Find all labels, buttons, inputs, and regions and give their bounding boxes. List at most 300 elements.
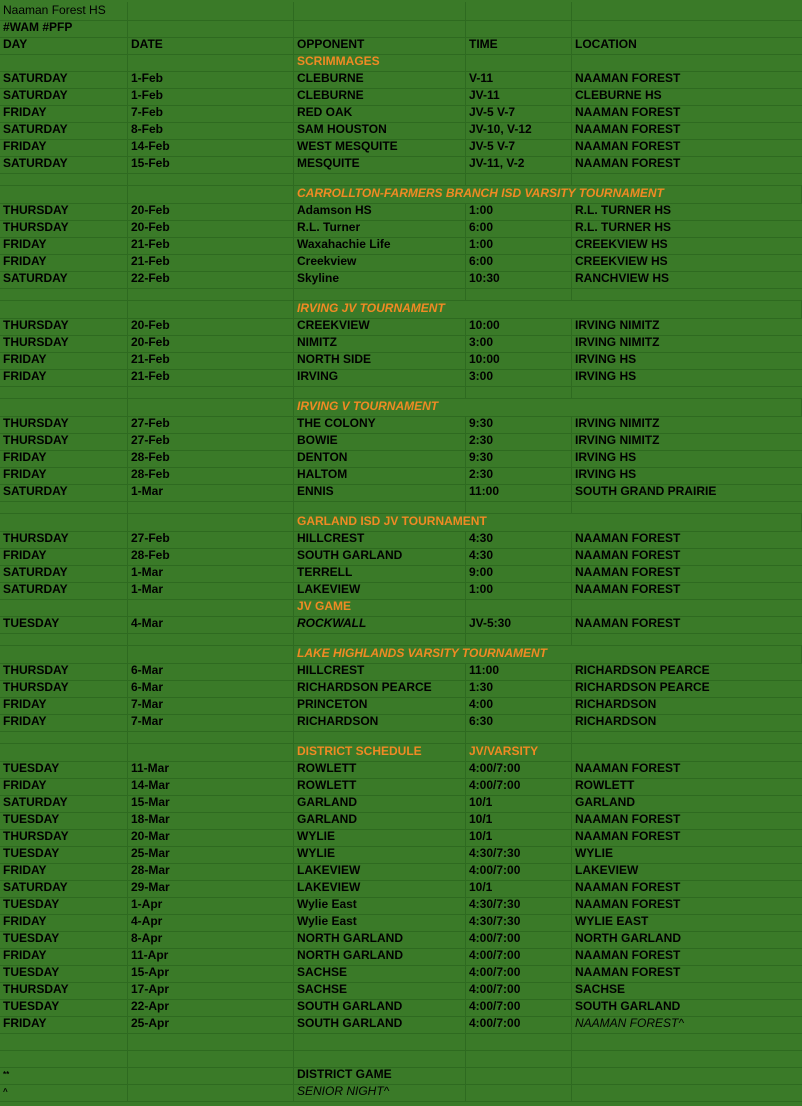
cell-date[interactable]: 4-Apr <box>128 915 294 931</box>
cell-location[interactable]: NAAMAN FOREST <box>575 72 681 85</box>
cell-opponent[interactable]: HILLCREST <box>294 664 466 680</box>
cell-day[interactable] <box>0 732 128 743</box>
cell-opponent[interactable]: Creekview <box>294 255 466 271</box>
cell-date[interactable] <box>128 399 294 416</box>
cell-opponent[interactable] <box>294 1051 466 1067</box>
cell-location[interactable]: NAAMAN FOREST <box>575 898 681 911</box>
cell-date[interactable]: 29-Mar <box>128 881 294 897</box>
cell-date[interactable]: 20-Feb <box>128 319 294 335</box>
cell-day[interactable] <box>0 634 128 645</box>
cell-day[interactable]: TUESDAY <box>0 898 128 914</box>
cell-location[interactable] <box>572 1034 802 1050</box>
cell-day[interactable]: FRIDAY <box>0 715 128 731</box>
cell-date[interactable] <box>128 646 294 663</box>
cell-day[interactable]: TUESDAY <box>0 813 128 829</box>
cell-day[interactable]: SATURDAY <box>0 89 128 105</box>
cell-date[interactable]: 7-Feb <box>128 106 294 122</box>
cell-day[interactable]: Naaman Forest HS <box>0 2 128 20</box>
cell-date[interactable]: 27-Feb <box>128 532 294 548</box>
cell-location[interactable]: GARLAND <box>575 796 635 809</box>
cell-opponent[interactable]: ENNIS <box>294 485 466 501</box>
cell-time[interactable]: 4:00/7:00 <box>466 983 572 999</box>
cell-day[interactable]: THURSDAY <box>0 983 128 999</box>
cell-time[interactable] <box>466 634 572 645</box>
cell-time[interactable]: 4:30 <box>466 549 572 565</box>
cell-time[interactable]: 4:30/7:30 <box>466 847 572 863</box>
cell-date[interactable]: 4-Mar <box>128 617 294 633</box>
cell-date[interactable]: 11-Mar <box>128 762 294 778</box>
cell-opponent[interactable]: SOUTH GARLAND <box>294 1017 466 1033</box>
cell-date[interactable]: 20-Feb <box>128 221 294 237</box>
cell-day[interactable]: FRIDAY <box>0 451 128 467</box>
cell-date[interactable]: 8-Apr <box>128 932 294 948</box>
cell-day[interactable]: THURSDAY <box>0 204 128 220</box>
cell-day[interactable]: ** <box>0 1068 128 1084</box>
cell-time[interactable]: 4:30/7:30 <box>466 915 572 931</box>
cell-day[interactable]: FRIDAY <box>0 864 128 880</box>
cell-day[interactable] <box>0 600 128 616</box>
cell-date[interactable]: 27-Feb <box>128 417 294 433</box>
cell-opponent[interactable]: MESQUITE <box>294 157 466 173</box>
cell-day[interactable] <box>0 1051 128 1067</box>
cell-time[interactable] <box>466 600 572 616</box>
cell-time[interactable]: 4:30 <box>466 532 572 548</box>
cell-day[interactable]: DAY <box>0 38 128 54</box>
cell-location[interactable]: NAAMAN FOREST <box>575 949 681 962</box>
cell-day[interactable]: SATURDAY <box>0 123 128 139</box>
cell-date[interactable]: 25-Mar <box>128 847 294 863</box>
cell-opponent[interactable]: HILLCREST <box>294 532 466 548</box>
cell-time[interactable]: 1:00 <box>466 204 572 220</box>
cell-location[interactable] <box>572 634 802 645</box>
cell-opponent[interactable]: TERRELL <box>294 566 466 582</box>
cell-day[interactable]: FRIDAY <box>0 238 128 254</box>
cell-opponent[interactable]: IRVING <box>294 370 466 386</box>
cell-time[interactable] <box>466 1051 572 1067</box>
cell-location[interactable]: NAAMAN FOREST^ <box>575 1017 684 1030</box>
cell-location[interactable]: CLEBURNE HS <box>575 89 662 102</box>
cell-date[interactable] <box>128 1034 294 1050</box>
cell-location[interactable] <box>572 600 802 616</box>
cell-location[interactable]: IRVING HS <box>575 370 637 383</box>
cell-day[interactable] <box>0 55 128 71</box>
cell-time[interactable]: 9:30 <box>466 417 572 433</box>
cell-date[interactable]: 15-Apr <box>128 966 294 982</box>
cell-time[interactable]: TIME <box>466 38 572 54</box>
cell-day[interactable]: THURSDAY <box>0 417 128 433</box>
cell-date[interactable]: 6-Mar <box>128 681 294 697</box>
cell-opponent[interactable]: NIMITZ <box>294 336 466 352</box>
cell-opponent[interactable]: SCRIMMAGES <box>294 55 466 71</box>
cell-date[interactable]: 1-Mar <box>128 566 294 582</box>
cell-day[interactable] <box>0 387 128 398</box>
cell-opponent[interactable]: CARROLLTON-FARMERS BRANCH ISD VARSITY TOURNAMENT <box>294 186 802 203</box>
cell-opponent[interactable]: NORTH GARLAND <box>294 932 466 948</box>
cell-location[interactable]: IRVING HS <box>575 353 637 366</box>
cell-location[interactable]: NORTH GARLAND <box>575 932 681 945</box>
cell-time[interactable] <box>466 1068 572 1084</box>
cell-day[interactable]: TUESDAY <box>0 617 128 633</box>
cell-date[interactable]: 15-Feb <box>128 157 294 173</box>
cell-time[interactable] <box>466 174 572 185</box>
cell-location[interactable]: NAAMAN FOREST <box>575 532 681 545</box>
cell-location[interactable]: RICHARDSON PEARCE <box>575 681 710 694</box>
cell-opponent[interactable]: SACHSE <box>294 983 466 999</box>
cell-location[interactable]: NAAMAN FOREST <box>575 813 681 826</box>
cell-day[interactable]: FRIDAY <box>0 549 128 565</box>
cell-date[interactable] <box>128 55 294 71</box>
cell-location[interactable] <box>572 289 802 300</box>
cell-date[interactable]: 1-Feb <box>128 89 294 105</box>
cell-date[interactable]: 22-Apr <box>128 1000 294 1016</box>
cell-location[interactable] <box>572 2 802 20</box>
cell-time[interactable]: JV-5:30 <box>466 617 572 633</box>
cell-location[interactable]: SACHSE <box>575 983 626 996</box>
cell-opponent[interactable] <box>294 174 466 185</box>
cell-day[interactable]: THURSDAY <box>0 532 128 548</box>
cell-opponent[interactable]: LAKEVIEW <box>294 583 466 599</box>
cell-day[interactable]: THURSDAY <box>0 681 128 697</box>
cell-location[interactable]: NAAMAN FOREST <box>575 549 681 562</box>
cell-date[interactable]: 20-Mar <box>128 830 294 846</box>
cell-date[interactable]: 22-Feb <box>128 272 294 288</box>
cell-opponent[interactable]: WEST MESQUITE <box>294 140 466 156</box>
cell-location[interactable]: R.L. TURNER HS <box>575 221 671 234</box>
cell-time[interactable]: 10:00 <box>466 353 572 369</box>
cell-location[interactable]: NAAMAN FOREST <box>575 583 681 596</box>
cell-opponent[interactable]: OPPONENT <box>294 38 466 54</box>
cell-time[interactable]: JV-10, V-12 <box>466 123 572 139</box>
cell-time[interactable]: 4:00/7:00 <box>466 864 572 880</box>
cell-date[interactable]: 14-Mar <box>128 779 294 795</box>
cell-time[interactable]: 4:00 <box>466 698 572 714</box>
cell-time[interactable]: JV-5 V-7 <box>466 106 572 122</box>
cell-date[interactable]: 11-Apr <box>128 949 294 965</box>
cell-date[interactable]: 1-Mar <box>128 485 294 501</box>
cell-day[interactable]: SATURDAY <box>0 796 128 812</box>
cell-opponent[interactable] <box>294 502 466 513</box>
cell-day[interactable]: TUESDAY <box>0 1000 128 1016</box>
cell-location[interactable] <box>572 502 802 513</box>
cell-day[interactable]: ^ <box>0 1085 128 1101</box>
cell-time[interactable]: 4:00/7:00 <box>466 1017 572 1033</box>
cell-date[interactable]: 20-Feb <box>128 336 294 352</box>
cell-date[interactable] <box>128 600 294 616</box>
cell-location[interactable]: WYLIE EAST <box>575 915 649 928</box>
cell-location[interactable] <box>572 732 802 743</box>
cell-day[interactable]: SATURDAY <box>0 72 128 88</box>
cell-location[interactable]: RICHARDSON <box>575 715 657 728</box>
cell-day[interactable] <box>0 646 128 663</box>
cell-date[interactable] <box>128 732 294 743</box>
cell-date[interactable]: 1-Apr <box>128 898 294 914</box>
cell-time[interactable]: 4:00/7:00 <box>466 949 572 965</box>
cell-time[interactable]: 11:00 <box>466 664 572 680</box>
cell-day[interactable]: THURSDAY <box>0 336 128 352</box>
cell-location[interactable]: NAAMAN FOREST <box>575 566 681 579</box>
cell-date[interactable] <box>128 514 294 531</box>
cell-location[interactable]: NAAMAN FOREST <box>575 830 681 843</box>
cell-date[interactable]: 15-Mar <box>128 796 294 812</box>
cell-day[interactable]: TUESDAY <box>0 932 128 948</box>
cell-opponent[interactable]: NORTH GARLAND <box>294 949 466 965</box>
cell-day[interactable] <box>0 174 128 185</box>
cell-location[interactable]: NAAMAN FOREST <box>575 617 681 630</box>
cell-opponent[interactable]: IRVING JV TOURNAMENT <box>294 301 802 318</box>
cell-date[interactable] <box>128 186 294 203</box>
cell-date[interactable] <box>128 634 294 645</box>
cell-time[interactable]: JV-11, V-2 <box>466 157 572 173</box>
cell-location[interactable]: CREEKVIEW HS <box>575 255 668 268</box>
cell-location[interactable]: NAAMAN FOREST <box>575 966 681 979</box>
cell-date[interactable]: 17-Apr <box>128 983 294 999</box>
cell-day[interactable] <box>0 399 128 416</box>
cell-day[interactable]: FRIDAY <box>0 140 128 156</box>
cell-opponent[interactable]: WYLIE <box>294 830 466 846</box>
cell-location[interactable] <box>572 55 802 71</box>
cell-time[interactable]: 10/1 <box>466 796 572 812</box>
cell-day[interactable] <box>0 1034 128 1050</box>
cell-opponent[interactable]: HALTOM <box>294 468 466 484</box>
cell-day[interactable]: FRIDAY <box>0 949 128 965</box>
cell-day[interactable] <box>0 514 128 531</box>
cell-location[interactable] <box>572 387 802 398</box>
cell-date[interactable]: 18-Mar <box>128 813 294 829</box>
cell-time[interactable] <box>466 387 572 398</box>
cell-location[interactable]: RICHARDSON PEARCE <box>575 664 710 677</box>
cell-day[interactable]: FRIDAY <box>0 468 128 484</box>
cell-date[interactable] <box>128 301 294 318</box>
cell-date[interactable] <box>128 2 294 20</box>
cell-day[interactable]: TUESDAY <box>0 762 128 778</box>
cell-location[interactable]: IRVING HS <box>575 451 637 464</box>
cell-location[interactable]: NAAMAN FOREST <box>575 140 681 153</box>
cell-time[interactable]: 4:00/7:00 <box>466 932 572 948</box>
cell-day[interactable]: SATURDAY <box>0 485 128 501</box>
cell-time[interactable]: 4:00/7:00 <box>466 762 572 778</box>
cell-time[interactable]: 10:00 <box>466 319 572 335</box>
cell-date[interactable]: 21-Feb <box>128 353 294 369</box>
cell-date[interactable] <box>128 1085 294 1101</box>
cell-location[interactable] <box>572 21 802 37</box>
cell-day[interactable] <box>0 502 128 513</box>
cell-opponent[interactable]: NORTH SIDE <box>294 353 466 369</box>
cell-day[interactable]: FRIDAY <box>0 370 128 386</box>
cell-day[interactable]: FRIDAY <box>0 353 128 369</box>
cell-day[interactable]: FRIDAY <box>0 1017 128 1033</box>
cell-day[interactable]: FRIDAY <box>0 255 128 271</box>
cell-opponent[interactable]: DENTON <box>294 451 466 467</box>
cell-time[interactable] <box>466 55 572 71</box>
cell-opponent[interactable]: Waxahachie Life <box>294 238 466 254</box>
cell-time[interactable]: 4:30/7:30 <box>466 898 572 914</box>
cell-day[interactable]: FRIDAY <box>0 779 128 795</box>
cell-opponent[interactable] <box>294 289 466 300</box>
cell-date[interactable]: 27-Feb <box>128 434 294 450</box>
cell-location[interactable]: LOCATION <box>575 38 637 51</box>
cell-day[interactable]: THURSDAY <box>0 830 128 846</box>
cell-opponent[interactable] <box>294 732 466 743</box>
cell-time[interactable]: 4:00/7:00 <box>466 779 572 795</box>
cell-opponent[interactable]: CLEBURNE <box>294 89 466 105</box>
cell-opponent[interactable]: SACHSE <box>294 966 466 982</box>
cell-location[interactable]: IRVING HS <box>575 468 637 481</box>
cell-time[interactable]: 9:30 <box>466 451 572 467</box>
cell-time[interactable]: JV-11 <box>466 89 572 105</box>
cell-date[interactable] <box>128 289 294 300</box>
cell-location[interactable]: ROWLETT <box>575 779 635 792</box>
cell-time[interactable]: 3:00 <box>466 336 572 352</box>
cell-opponent[interactable]: ROCKWALL <box>294 617 466 633</box>
cell-time[interactable]: 1:00 <box>466 583 572 599</box>
cell-opponent[interactable]: LAKEVIEW <box>294 881 466 897</box>
cell-time[interactable]: 4:00/7:00 <box>466 966 572 982</box>
cell-date[interactable]: 21-Feb <box>128 370 294 386</box>
cell-day[interactable] <box>0 289 128 300</box>
cell-time[interactable]: 2:30 <box>466 468 572 484</box>
cell-opponent[interactable] <box>294 387 466 398</box>
cell-location[interactable]: NAAMAN FOREST <box>575 157 681 170</box>
cell-time[interactable] <box>466 1034 572 1050</box>
cell-time[interactable] <box>466 502 572 513</box>
cell-location[interactable] <box>572 1068 802 1084</box>
cell-date[interactable]: 28-Feb <box>128 468 294 484</box>
cell-date[interactable]: DATE <box>128 38 294 54</box>
cell-location[interactable]: NAAMAN FOREST <box>575 106 681 119</box>
cell-opponent[interactable]: THE COLONY <box>294 417 466 433</box>
cell-location[interactable]: NAAMAN FOREST <box>575 123 681 136</box>
cell-date[interactable]: 28-Mar <box>128 864 294 880</box>
cell-time[interactable]: 6:00 <box>466 221 572 237</box>
cell-opponent[interactable]: DISTRICT SCHEDULE <box>294 744 466 761</box>
cell-opponent[interactable] <box>294 21 466 37</box>
cell-location[interactable]: NAAMAN FOREST <box>575 762 681 775</box>
cell-day[interactable] <box>0 186 128 203</box>
cell-date[interactable] <box>128 387 294 398</box>
cell-opponent[interactable]: CREEKVIEW <box>294 319 466 335</box>
cell-time[interactable]: 10/1 <box>466 830 572 846</box>
cell-opponent[interactable]: WYLIE <box>294 847 466 863</box>
cell-opponent[interactable]: RICHARDSON PEARCE <box>294 681 466 697</box>
cell-date[interactable]: 1-Feb <box>128 72 294 88</box>
cell-date[interactable]: 8-Feb <box>128 123 294 139</box>
cell-location[interactable] <box>572 1051 802 1067</box>
cell-opponent[interactable]: SOUTH GARLAND <box>294 1000 466 1016</box>
cell-time[interactable]: JV-5 V-7 <box>466 140 572 156</box>
cell-location[interactable]: IRVING NIMITZ <box>575 434 660 447</box>
cell-location[interactable]: IRVING NIMITZ <box>575 336 660 349</box>
cell-opponent[interactable]: Wylie East <box>294 915 466 931</box>
cell-time[interactable]: 10/1 <box>466 881 572 897</box>
cell-day[interactable]: FRIDAY <box>0 106 128 122</box>
cell-day[interactable] <box>0 301 128 318</box>
cell-time[interactable]: 2:30 <box>466 434 572 450</box>
cell-day[interactable]: TUESDAY <box>0 966 128 982</box>
cell-location[interactable]: RICHARDSON <box>575 698 657 711</box>
cell-date[interactable]: 20-Feb <box>128 204 294 220</box>
cell-opponent[interactable]: Adamson HS <box>294 204 466 220</box>
cell-opponent[interactable]: JV GAME <box>294 600 466 616</box>
cell-location[interactable]: CREEKVIEW HS <box>575 238 668 251</box>
cell-date[interactable]: 7-Mar <box>128 698 294 714</box>
cell-opponent[interactable]: ROWLETT <box>294 762 466 778</box>
cell-date[interactable]: 25-Apr <box>128 1017 294 1033</box>
cell-opponent[interactable]: SOUTH GARLAND <box>294 549 466 565</box>
cell-day[interactable]: SATURDAY <box>0 583 128 599</box>
cell-time[interactable]: V-11 <box>466 72 572 88</box>
cell-opponent[interactable]: SENIOR NIGHT^ <box>294 1085 466 1101</box>
cell-date[interactable]: 14-Feb <box>128 140 294 156</box>
cell-opponent[interactable]: LAKEVIEW <box>294 864 466 880</box>
cell-location[interactable]: WYLIE <box>575 847 613 860</box>
cell-day[interactable]: FRIDAY <box>0 698 128 714</box>
cell-day[interactable] <box>0 744 128 761</box>
cell-opponent[interactable]: BOWIE <box>294 434 466 450</box>
cell-time[interactable]: 6:00 <box>466 255 572 271</box>
cell-location[interactable]: NAAMAN FOREST <box>575 881 681 894</box>
cell-date[interactable]: 6-Mar <box>128 664 294 680</box>
cell-location[interactable] <box>572 744 802 761</box>
cell-location[interactable]: SOUTH GRAND PRAIRIE <box>575 485 717 498</box>
cell-location[interactable]: SOUTH GARLAND <box>575 1000 681 1013</box>
cell-opponent[interactable]: GARLAND ISD JV TOURNAMENT <box>294 514 802 531</box>
cell-location[interactable]: LAKEVIEW <box>575 864 639 877</box>
cell-date[interactable] <box>128 1051 294 1067</box>
cell-opponent[interactable]: Wylie East <box>294 898 466 914</box>
cell-location[interactable]: IRVING NIMITZ <box>575 417 660 430</box>
cell-time[interactable]: 1:30 <box>466 681 572 697</box>
cell-day[interactable]: THURSDAY <box>0 434 128 450</box>
cell-opponent[interactable]: RICHARDSON <box>294 715 466 731</box>
cell-location[interactable]: IRVING NIMITZ <box>575 319 660 332</box>
cell-date[interactable]: 28-Feb <box>128 451 294 467</box>
cell-opponent[interactable]: CLEBURNE <box>294 72 466 88</box>
cell-opponent[interactable]: DISTRICT GAME <box>294 1068 466 1084</box>
cell-date[interactable] <box>128 502 294 513</box>
cell-time[interactable]: 6:30 <box>466 715 572 731</box>
cell-opponent[interactable]: ROWLETT <box>294 779 466 795</box>
cell-location[interactable]: RANCHVIEW HS <box>575 272 670 285</box>
cell-time[interactable] <box>466 21 572 37</box>
cell-date[interactable]: 21-Feb <box>128 255 294 271</box>
cell-time[interactable]: 9:00 <box>466 566 572 582</box>
cell-date[interactable] <box>128 174 294 185</box>
cell-opponent[interactable]: IRVING V TOURNAMENT <box>294 399 802 416</box>
cell-day[interactable]: SATURDAY <box>0 272 128 288</box>
cell-time[interactable] <box>466 289 572 300</box>
cell-time[interactable]: 11:00 <box>466 485 572 501</box>
cell-day[interactable]: THURSDAY <box>0 221 128 237</box>
cell-time[interactable]: 3:00 <box>466 370 572 386</box>
cell-time[interactable]: 4:00/7:00 <box>466 1000 572 1016</box>
cell-day[interactable]: TUESDAY <box>0 847 128 863</box>
cell-day[interactable]: THURSDAY <box>0 664 128 680</box>
cell-day[interactable]: SATURDAY <box>0 881 128 897</box>
cell-opponent[interactable]: R.L. Turner <box>294 221 466 237</box>
cell-opponent[interactable]: LAKE HIGHLANDS VARSITY TOURNAMENT <box>294 646 802 663</box>
cell-time[interactable]: 10/1 <box>466 813 572 829</box>
cell-time[interactable] <box>466 732 572 743</box>
cell-time[interactable]: 1:00 <box>466 238 572 254</box>
cell-opponent[interactable]: PRINCETON <box>294 698 466 714</box>
cell-opponent[interactable]: GARLAND <box>294 813 466 829</box>
cell-date[interactable]: 28-Feb <box>128 549 294 565</box>
cell-day[interactable]: SATURDAY <box>0 566 128 582</box>
cell-day[interactable]: THURSDAY <box>0 319 128 335</box>
cell-opponent[interactable]: RED OAK <box>294 106 466 122</box>
cell-opponent[interactable]: GARLAND <box>294 796 466 812</box>
cell-opponent[interactable]: SAM HOUSTON <box>294 123 466 139</box>
